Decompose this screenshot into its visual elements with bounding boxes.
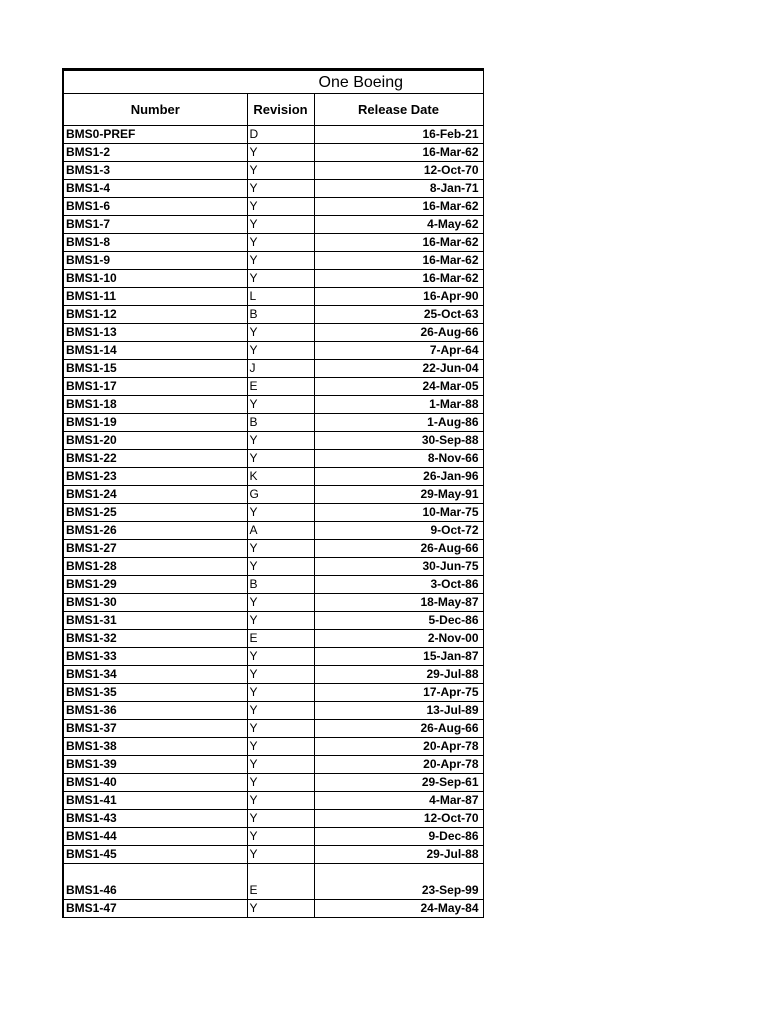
revision-cell: Y [247,738,314,756]
revision-cell: Y [247,180,314,198]
table-row [63,756,483,774]
table-row [63,342,483,360]
revision-cell: Y [247,396,314,414]
table-row [63,702,483,720]
release-date-cell: 16-Mar-62 [314,234,483,252]
table-row [63,252,483,270]
table-row [63,720,483,738]
table-row [63,666,483,684]
revision-cell: Y [247,594,314,612]
table-row [63,270,483,288]
release-date-cell: 16-Apr-90 [314,288,483,306]
number-cell: BMS1-24 [63,486,247,504]
number-cell: BMS1-6 [63,198,247,216]
table-row [63,162,483,180]
release-date-cell: 9-Dec-86 [314,828,483,846]
table-row [63,612,483,630]
revision-cell: Y [247,792,314,810]
revision-cell: E [247,630,314,648]
revision-cell: B [247,306,314,324]
table-row [63,360,483,378]
revision-cell: Y [247,828,314,846]
number-cell: BMS1-30 [63,594,247,612]
release-date-cell: 5-Dec-86 [314,612,483,630]
table-row [63,486,483,504]
revision-cell: Y [247,684,314,702]
release-date-cell: 3-Oct-86 [314,576,483,594]
number-cell: BMS1-18 [63,396,247,414]
release-date-cell: 26-Aug-66 [314,720,483,738]
release-date-cell: 26-Aug-66 [314,540,483,558]
release-date-cell: 30-Sep-88 [314,432,483,450]
revision-cell: B [247,576,314,594]
table-row [63,810,483,828]
revision-cell: Y [247,144,314,162]
revision-cell: Y [247,774,314,792]
table-row [63,468,483,486]
number-cell: BMS1-22 [63,450,247,468]
title-row [63,70,483,94]
number-cell: BMS1-35 [63,684,247,702]
release-date-cell: 12-Oct-70 [314,162,483,180]
release-date-cell: 18-May-87 [314,594,483,612]
release-date-cell: 25-Oct-63 [314,306,483,324]
release-date-cell: 16-Mar-62 [314,144,483,162]
release-date-cell: 8-Jan-71 [314,180,483,198]
release-date-cell: 22-Jun-04 [314,360,483,378]
revision-cell: Y [247,450,314,468]
number-cell: BMS1-43 [63,810,247,828]
release-date-cell: 16-Feb-21 [314,126,483,144]
table-row [63,576,483,594]
release-date-cell: 15-Jan-87 [314,648,483,666]
number-cell: BMS1-33 [63,648,247,666]
revision-cell: Y [247,234,314,252]
revision-cell: K [247,468,314,486]
number-cell: BMS1-3 [63,162,247,180]
release-date-cell: 23-Sep-99 [314,864,483,900]
number-cell: BMS1-45 [63,846,247,864]
table-row [63,324,483,342]
revision-cell: Y [247,900,314,918]
number-cell: BMS1-29 [63,576,247,594]
revision-cell: Y [247,198,314,216]
number-cell: BMS1-31 [63,612,247,630]
column-header-number: Number [63,94,247,126]
release-date-cell: 29-Sep-61 [314,774,483,792]
table-row [63,594,483,612]
number-cell: BMS1-36 [63,702,247,720]
table-row [63,828,483,846]
revision-cell: Y [247,810,314,828]
table-row [63,378,483,396]
release-date-cell: 7-Apr-64 [314,342,483,360]
number-cell: BMS1-20 [63,432,247,450]
number-cell: BMS1-17 [63,378,247,396]
release-date-cell: 9-Oct-72 [314,522,483,540]
release-date-cell: 20-Apr-78 [314,738,483,756]
revision-cell: Y [247,756,314,774]
revision-cell: L [247,288,314,306]
revision-cell: G [247,486,314,504]
release-date-cell: 24-Mar-05 [314,378,483,396]
revision-cell: Y [247,324,314,342]
number-cell: BMS1-4 [63,180,247,198]
number-cell: BMS1-23 [63,468,247,486]
number-cell: BMS1-8 [63,234,247,252]
table-row [63,396,483,414]
revision-cell: B [247,414,314,432]
table-row [63,144,483,162]
table-title-cell [63,70,483,94]
revision-cell: E [247,378,314,396]
number-cell: BMS1-2 [63,144,247,162]
revision-cell: E [247,864,314,900]
revision-cell: Y [247,702,314,720]
revision-cell: D [247,126,314,144]
revision-cell: Y [247,666,314,684]
table-row [63,684,483,702]
number-cell: BMS1-34 [63,666,247,684]
release-date-cell: 4-Mar-87 [314,792,483,810]
release-date-cell: 29-Jul-88 [314,846,483,864]
revision-cell: Y [247,540,314,558]
number-cell: BMS1-10 [63,270,247,288]
table-row [63,450,483,468]
table-row [63,522,483,540]
number-cell: BMS1-9 [63,252,247,270]
number-cell: BMS1-11 [63,288,247,306]
revision-cell: Y [247,252,314,270]
revision-cell: Y [247,846,314,864]
number-cell: BMS1-47 [63,900,247,918]
table-row [63,558,483,576]
number-cell: BMS0-PREF [63,126,247,144]
header-row [63,94,483,126]
table-row [63,414,483,432]
revision-cell: Y [247,342,314,360]
release-date-cell: 4-May-62 [314,216,483,234]
number-cell: BMS1-19 [63,414,247,432]
release-date-cell: 29-May-91 [314,486,483,504]
spreadsheet-table-area [62,68,479,918]
number-cell: BMS1-15 [63,360,247,378]
number-cell: BMS1-25 [63,504,247,522]
revision-cell: Y [247,504,314,522]
revision-cell: J [247,360,314,378]
number-cell: BMS1-41 [63,792,247,810]
number-cell: BMS1-27 [63,540,247,558]
release-date-cell: 26-Aug-66 [314,324,483,342]
release-date-cell: 10-Mar-75 [314,504,483,522]
number-cell: BMS1-37 [63,720,247,738]
number-cell: BMS1-46 [63,864,247,900]
release-date-cell: 16-Mar-62 [314,198,483,216]
number-cell: BMS1-14 [63,342,247,360]
number-cell: BMS1-13 [63,324,247,342]
number-cell: BMS1-26 [63,522,247,540]
release-date-cell: 30-Jun-75 [314,558,483,576]
table-row [63,432,483,450]
table-row [63,792,483,810]
revision-cell: Y [247,720,314,738]
column-header-revision: Revision [247,94,314,126]
table-row [63,126,483,144]
release-date-cell: 24-May-84 [314,900,483,918]
release-date-cell: 8-Nov-66 [314,450,483,468]
release-date-cell: 1-Mar-88 [314,396,483,414]
table-row [63,864,483,900]
revision-cell: Y [247,558,314,576]
table-row [63,738,483,756]
table-row [63,540,483,558]
release-date-cell: 2-Nov-00 [314,630,483,648]
table-row [63,234,483,252]
number-cell: BMS1-38 [63,738,247,756]
number-cell: BMS1-32 [63,630,247,648]
revision-cell: Y [247,270,314,288]
release-date-cell: 29-Jul-88 [314,666,483,684]
number-cell: BMS1-40 [63,774,247,792]
release-date-cell: 17-Apr-75 [314,684,483,702]
release-date-cell: 16-Mar-62 [314,270,483,288]
release-date-cell: 26-Jan-96 [314,468,483,486]
release-date-cell: 12-Oct-70 [314,810,483,828]
table-row [63,900,483,918]
number-cell: BMS1-44 [63,828,247,846]
revision-cell: Y [247,432,314,450]
revision-cell: Y [247,216,314,234]
column-header-release-date: Release Date [314,94,483,126]
table-row [63,216,483,234]
release-date-cell: 20-Apr-78 [314,756,483,774]
table-row [63,306,483,324]
revision-cell: Y [247,162,314,180]
release-date-cell: 13-Jul-89 [314,702,483,720]
table-row [63,180,483,198]
number-cell: BMS1-7 [63,216,247,234]
table-row [63,504,483,522]
table-row [63,774,483,792]
table-body [63,126,483,918]
table-row [63,198,483,216]
revision-cell: A [247,522,314,540]
table-title: One Boeing [318,73,404,91]
release-date-cell: 1-Aug-86 [314,414,483,432]
specification-table [62,68,484,918]
number-cell: BMS1-28 [63,558,247,576]
number-cell: BMS1-39 [63,756,247,774]
release-date-cell: 16-Mar-62 [314,252,483,270]
table-row [63,630,483,648]
revision-cell: Y [247,612,314,630]
table-row [63,846,483,864]
table-row [63,648,483,666]
number-cell: BMS1-12 [63,306,247,324]
table-row [63,288,483,306]
revision-cell: Y [247,648,314,666]
